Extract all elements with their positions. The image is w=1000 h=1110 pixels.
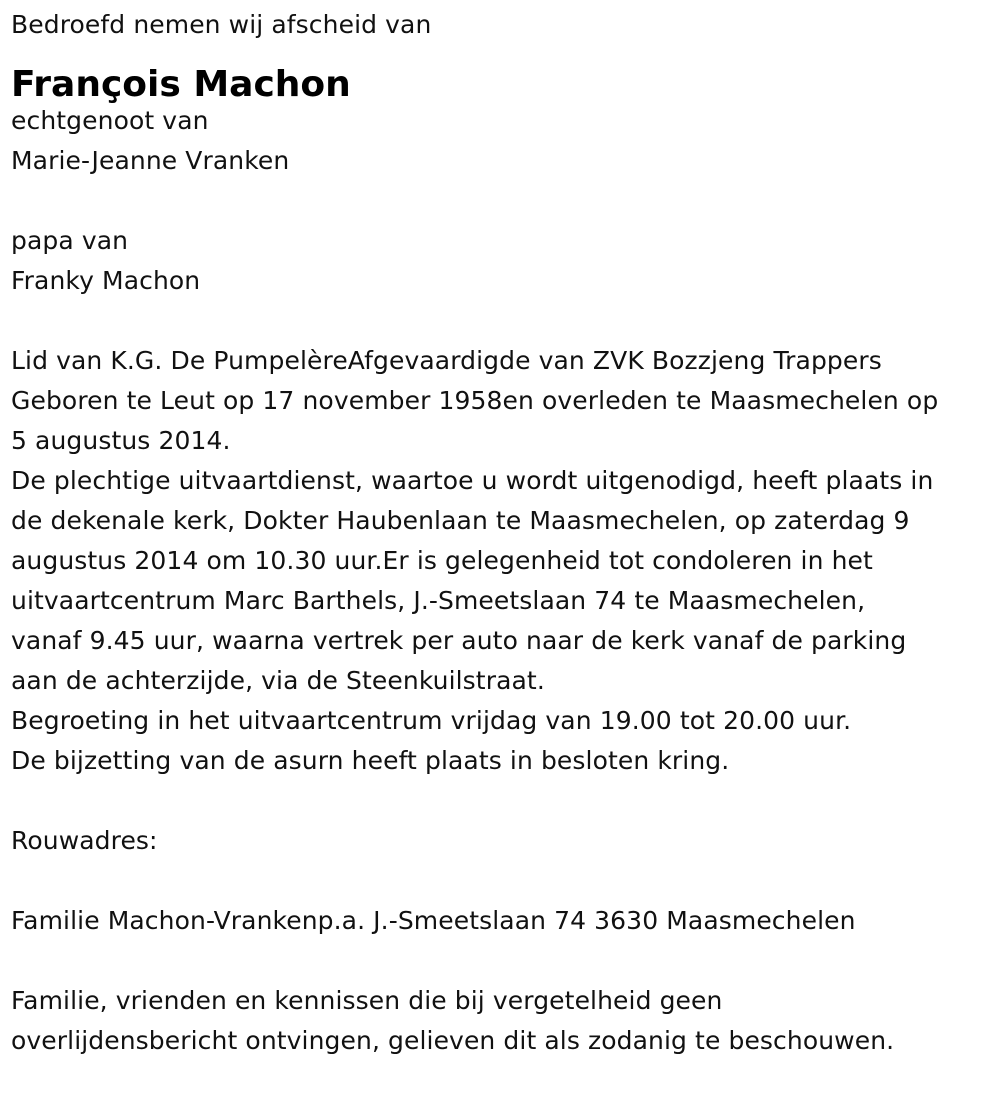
details-block (11, 341, 996, 781)
details-line: vanaf 9.45 uur, waarna vertrek per auto naar de kerk vanaf de parking (11, 626, 907, 655)
deceased-name: François Machon (11, 64, 351, 105)
details-line: Lid van K.G. De PumpelèreAfgevaardigde van ZVK Bozzjeng Trappers (11, 346, 882, 375)
details-line: Begroeting in het uitvaartcentrum vrijdag van 19.00 tot 20.00 uur. (11, 706, 852, 735)
child-name: Franky Machon (11, 266, 201, 295)
children-label: papa van (11, 226, 129, 255)
details-line: augustus 2014 om 10.30 uur.Er is gelegenheid tot condoleren in het (11, 546, 873, 575)
spacer (11, 861, 996, 901)
relation-label: echtgenoot van (11, 106, 209, 135)
spouse-name: Marie-Jeanne Vranken (11, 146, 290, 175)
address-label: Rouwadres: (11, 826, 158, 855)
closing-note (11, 981, 996, 1061)
intro-line: Bedroefd nemen wij afscheid van (11, 10, 432, 39)
details-line: 5 augustus 2014. (11, 426, 231, 455)
details-line: De bijzetting van de asurn heeft plaats in besloten kring. (11, 746, 730, 775)
details-line: de dekenale kerk, Dokter Haubenlaan te Maasmechelen, op zaterdag 9 (11, 506, 910, 535)
details-line: aan de achterzijde, via de Steenkuilstraat. (11, 666, 545, 695)
spacer (11, 181, 996, 221)
spacer (11, 301, 996, 341)
obituary-notice (11, 0, 996, 1061)
mourning-address: Familie Machon-Vrankenp.a. J.-Smeetslaan 74 3630 Maasmechelen (11, 906, 856, 935)
spacer (11, 941, 996, 981)
details-line: uitvaartcentrum Marc Barthels, J.-Smeetslaan 74 te Maasmechelen, (11, 586, 866, 615)
closing-line: overlijdensbericht ontvingen, gelieven dit als zodanig te beschouwen. (11, 1026, 895, 1055)
spacer (11, 781, 996, 821)
details-line: Geboren te Leut op 17 november 1958en overleden te Maasmechelen op (11, 386, 939, 415)
closing-line: Familie, vrienden en kennissen die bij vergetelheid geen (11, 986, 723, 1015)
details-line: De plechtige uitvaartdienst, waartoe u wordt uitgenodigd, heeft plaats in (11, 466, 934, 495)
